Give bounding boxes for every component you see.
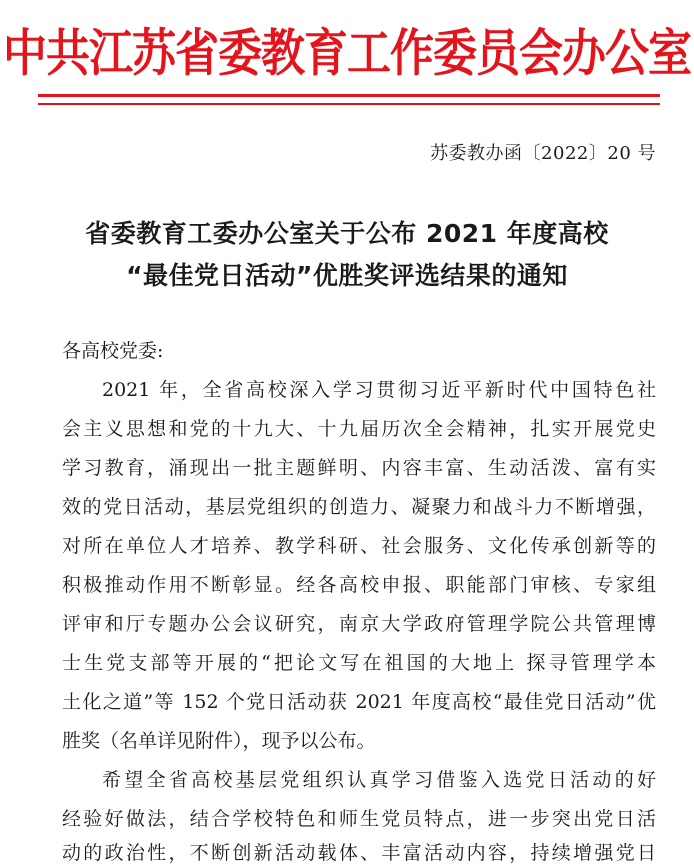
document-number: 苏委教办函〔2022〕20 号 — [430, 143, 656, 164]
body-line: 2021 年，全省高校深入学习贯彻习近平新时代中国特色社 — [102, 379, 656, 401]
body-line: 士生党支部等开展的“把论文写在祖国的大地上 探寻管理学本 — [62, 652, 656, 674]
letterhead-rule-thick — [38, 94, 660, 97]
body-line: 效的党日活动，基层党组织的创造力、凝聚力和战斗力不断增强， — [62, 496, 656, 518]
document-title-line-2: “最佳党日活动”优胜奖评选结果的通知 — [126, 261, 568, 290]
body-line: 积极推动作用不断彰显。经各高校申报、职能部门审核、专家组 — [62, 574, 656, 596]
letterhead-org-name: 中共江苏省委教育工作委员会办公室 — [3, 24, 691, 84]
letterhead-rule-thin — [38, 103, 660, 105]
body-line: 希望全省高校基层党组织认真学习借鉴入选党日活动的好 — [102, 769, 656, 791]
body-line: 土化之道”等 152 个党日活动获 2021 年度高校“最佳党日活动”优 — [62, 691, 656, 713]
body-line: 学习教育，涌现出一批主题鲜明、内容丰富、生动活泼、富有实 — [62, 457, 656, 479]
body-line: 经验好做法，结合学校特色和师生党员特点，进一步突出党日活 — [62, 808, 656, 830]
body-line: 动的政治性，不断创新活动载体、丰富活动内容，持续增强党日 — [62, 842, 656, 864]
body-line: 评审和厅专题办公会议研究，南京大学政府管理学院公共管理博 — [62, 613, 656, 635]
body-line: 会主义思想和党的十九大、十九届历次全会精神，扎实开展党史 — [62, 418, 656, 440]
body-line: 胜奖（名单详见附件），现予以公布。 — [62, 730, 376, 752]
body-line: 对所在单位人才培养、教学科研、社会服务、文化传承创新等的 — [62, 535, 656, 557]
salutation: 各高校党委: — [62, 340, 164, 362]
document-title-line-1: 省委教育工委办公室关于公布 2021 年度高校 — [85, 219, 609, 248]
